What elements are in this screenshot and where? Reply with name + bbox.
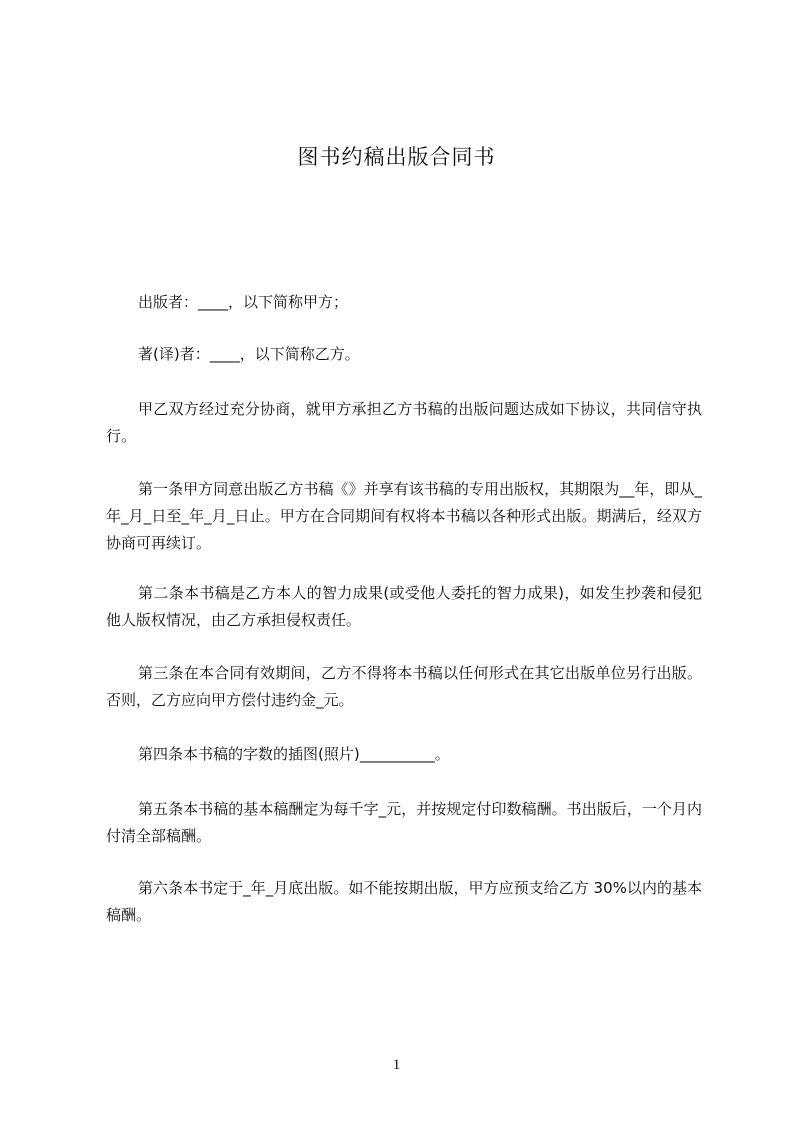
article-4: 第四条本书稿的字数的插图(照片)__________。 <box>138 745 450 763</box>
publisher-line: 出版者：____，以下简称甲方； <box>138 293 349 311</box>
author-line: 著(译)者：____，以下简称乙方。 <box>138 345 360 363</box>
article-1: 第一条甲方同意出版乙方书稿《》并享有该书稿的专用出版权，其期限为__年，即从_年_月_日至_年_月_日止。甲方在合同期间有权将本书稿以各种形式出版。期满后，经双方协商可再续订。 <box>106 480 702 552</box>
article-3: 第三条在本合同有效期间，乙方不得将本书稿以任何形式在其它出版单位另行出版。否则，乙方应向甲方偿付违约金_元。 <box>106 664 702 709</box>
article-2: 第二条本书稿是乙方本人的智力成果(或受他人委托的智力成果)，如发生抄袭和侵犯他人版权情况，由乙方承担侵权责任。 <box>106 584 702 629</box>
page-number: 1 <box>392 1057 401 1073</box>
article-5: 第五条本书稿的基本稿酬定为每千字_元，并按规定付印数稿酬。书出版后，一个月内付清全部稿酬。 <box>106 800 702 845</box>
article-6: 第六条本书定于_年_月底出版。如不能按期出版，甲方应预支给乙方 30%以内的基本稿酬。 <box>106 879 702 924</box>
document-title: 图书约稿出版合同书 <box>297 145 496 169</box>
agreement-intro: 甲乙双方经过充分协商，就甲方承担乙方书稿的出版问题达成如下协议，共同信守执行。 <box>106 400 702 445</box>
